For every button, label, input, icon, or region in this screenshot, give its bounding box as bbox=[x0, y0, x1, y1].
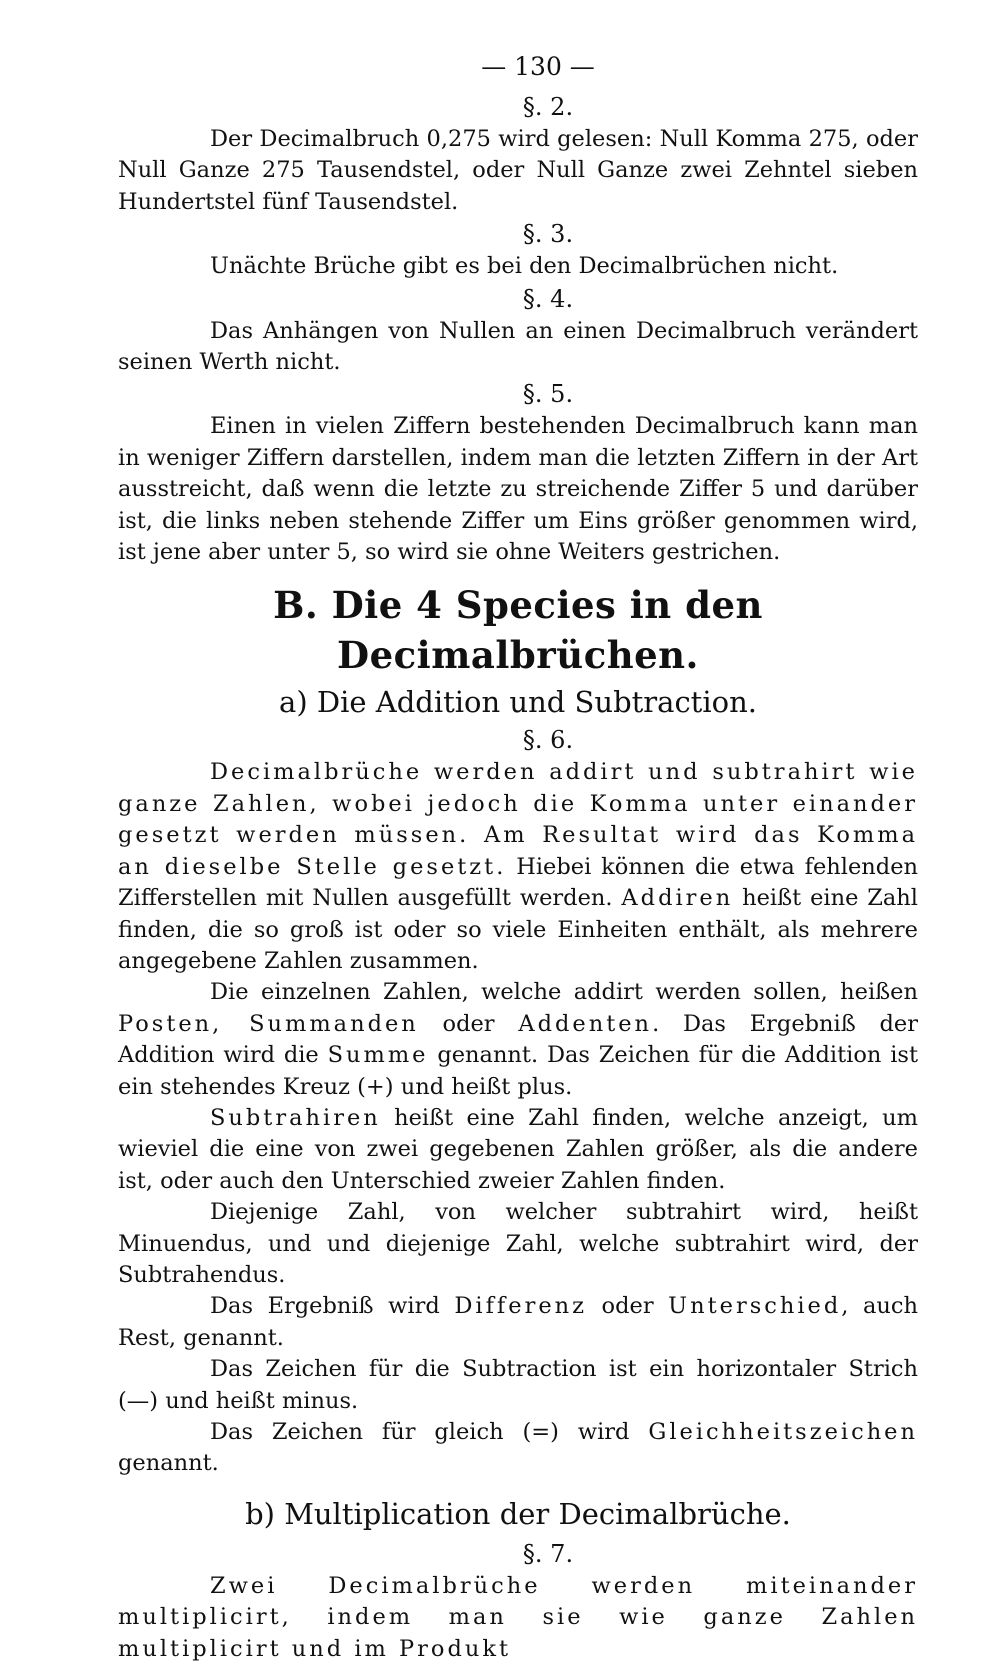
paragraph-6-6: Das Zeichen für die Subtraction ist ein horizontaler Strich (—) und heißt minus. bbox=[118, 1356, 918, 1414]
page-number: — 130 — bbox=[481, 52, 595, 81]
spaced-text: Decimalbrüche werden addirt und subtrahirt wie ganze Zahlen, wobei jedoch die Komma unter einander gesetzt werden müssen. Am Resultat wird das Komma an dieselbe Stelle gesetzt. bbox=[118, 759, 918, 880]
section-heading-5: §. 5. bbox=[522, 380, 574, 409]
section-heading-6: §. 6. bbox=[522, 726, 574, 755]
section-heading-3: §. 3. bbox=[522, 220, 574, 249]
paragraph-6-7 bbox=[118, 1417, 918, 1480]
text: genannt. bbox=[118, 1450, 219, 1477]
term-unterschied: Unterschied bbox=[668, 1293, 842, 1320]
text: Hiebei können die etwa fehlenden Zifferstellen mit Nullen ausgefüllt werden. bbox=[118, 853, 919, 912]
term-addenten: Addenten bbox=[518, 1010, 653, 1037]
section-heading-4: §. 4. bbox=[522, 284, 574, 313]
term-differenz: Differenz bbox=[454, 1293, 587, 1320]
paragraph-6-2 bbox=[118, 977, 918, 1103]
subheading-addition-subtraction: a) Die Addition und Subtraction. bbox=[279, 685, 757, 720]
paragraph-6-1 bbox=[118, 757, 918, 977]
text: . Das Ergebniß der Addition wird die bbox=[118, 1010, 918, 1069]
section-heading-2: §. 2. bbox=[522, 93, 574, 121]
term-subtrahiren: Subtrahiren bbox=[210, 1104, 381, 1131]
chapter-heading: B. Die 4 Species in den Decimalbrüchen. bbox=[273, 583, 763, 678]
paragraph-7-1: Zwei Decimalbrüche werden miteinander multiplicirt, indem man sie wie ganze Zahlen multiplicirt und im Produkt bbox=[118, 1572, 918, 1662]
text: Die einzelnen Zahlen, welche addirt werden sollen, heißen bbox=[210, 979, 918, 1006]
term-addiren: Addiren bbox=[621, 885, 734, 912]
text: Das Ergebniß wird bbox=[210, 1293, 455, 1320]
paragraph-6-4: Diejenige Zahl, von welcher subtrahirt wird, heißt Minuendus, und und diejenige Zahl, welche subtrahirt wird, der Subtrahendus. bbox=[118, 1199, 918, 1288]
text: heißt eine Zahl finden, die so groß ist oder so viele Einheiten enthält, als mehrere angegebene Zahlen zusammen. bbox=[118, 885, 918, 974]
text: Das Zeichen für gleich (=) wird bbox=[210, 1419, 649, 1445]
text: genannt. Das Zeichen für die Addition ist ein stehendes Kreuz (+) und heißt plus. bbox=[118, 1042, 918, 1100]
text: oder bbox=[586, 1293, 669, 1320]
text: , auch Rest, genannt. bbox=[118, 1293, 919, 1351]
term-gleichheitszeichen: Gleichheitszeichen bbox=[648, 1419, 918, 1445]
term-summe: Summe bbox=[327, 1042, 429, 1069]
paragraph-6-5 bbox=[118, 1291, 918, 1354]
subheading-multiplication: b) Multiplication der Decimalbrüche. bbox=[245, 1496, 791, 1531]
paragraph-5: Einen in vielen Ziffern bestehenden Decimalbruch kann man in weniger Ziffern darstellen, indem man die letzten Ziffern in der Art ausstreicht, daß wenn die letzte zu streichende Ziffer 5 und darüber ist, die links neben stehende Ziffer um Eins größer genommen wird, ist jene aber unter 5, so wird sie ohne Weiters gestrichen. bbox=[118, 413, 918, 566]
text: oder bbox=[418, 1010, 519, 1037]
section-heading-7: §. 7. bbox=[522, 1539, 574, 1568]
term-posten-summanden: Posten, Summanden bbox=[118, 1010, 419, 1037]
paragraph-2: Der Decimalbruch 0,275 wird gelesen: Null Komma 275, oder Null Ganze 275 Tausendstel, oder Null Ganze zwei Zehntel sieben Hundertstel fünf Tausendstel. bbox=[118, 126, 918, 215]
paragraph-3: Unächte Brüche gibt es bei den Decimalbrüchen nicht. bbox=[210, 253, 839, 280]
paragraph-4: Das Anhängen von Nullen an einen Decimalbruch verändert seinen Werth nicht. bbox=[118, 317, 918, 376]
paragraph-6-3 bbox=[118, 1103, 918, 1197]
text: heißt eine Zahl finden, welche anzeigt, um wieviel die eine von zwei gegebenen Zahlen größer, als die andere ist, oder auch den Unterschied zweier Zahlen finden. bbox=[118, 1104, 918, 1194]
